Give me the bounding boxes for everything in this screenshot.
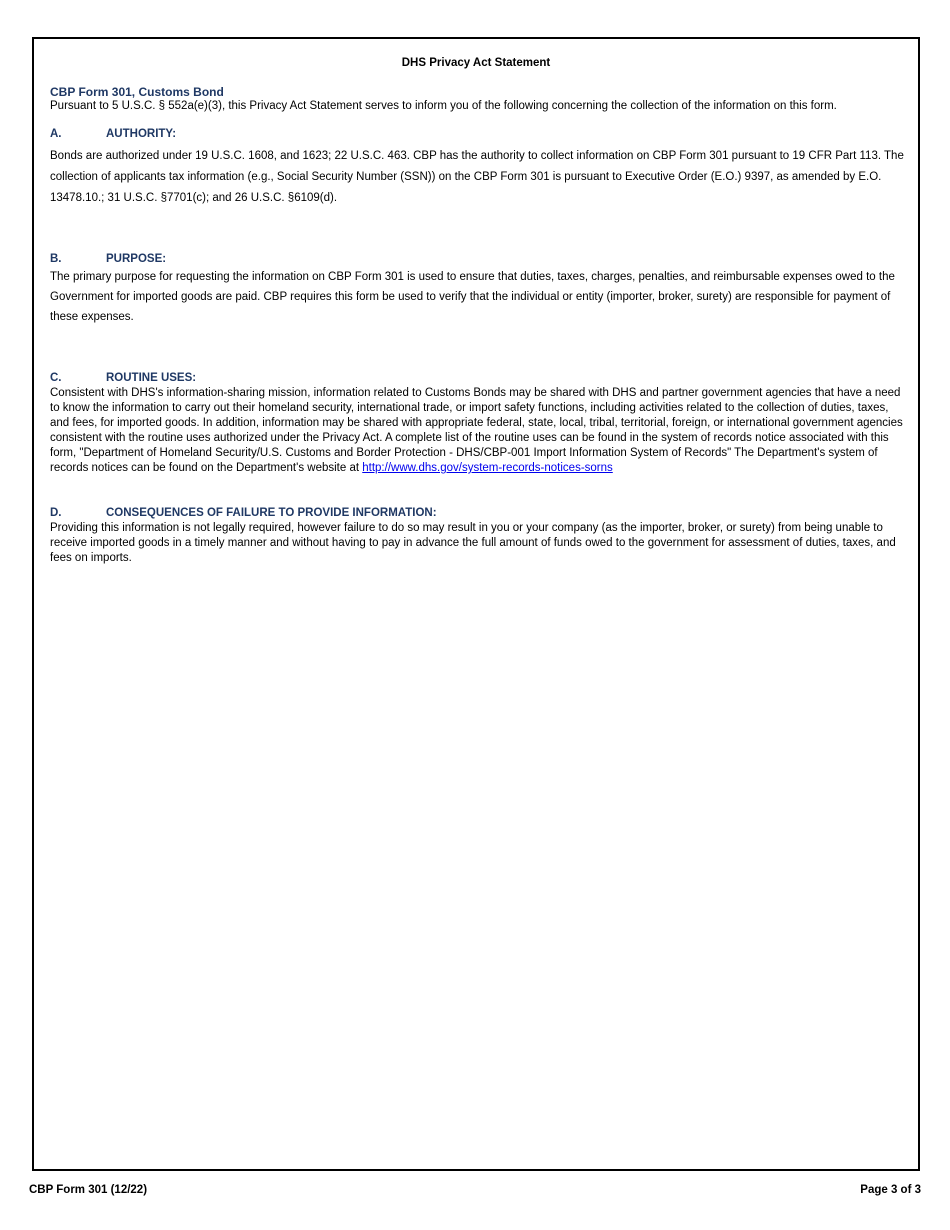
section-consequences-body: Providing this information is not legally required, however failure to do so may result in you or your company (as the importer, broker, or surety) from being unable to receive imported goods in a timely manner and without having to pay in advance the full amount of funds owed to the government for assessment of duties, taxes, and fees on imports. [50, 522, 896, 564]
section-routine-uses-body [50, 386, 906, 476]
routine-uses-text: Consistent with DHS's information-sharing mission, information related to Customs Bonds may be shared with DHS and partner government agencies that have a need to know the information to carry out their homeland security, international trade, or import safety functions, including activities related to the collection of duties, taxes, and fees, for imported goods. In addition, information may be shared with appropriate federal, state, local, tribal, territorial, foreign, or international government agencies consistent with the routine uses authorized under the Privacy Act. A complete list of the routine uses can be found in the system of records notice associated with this form, "Department of Homeland Security/U.S. Customs and Border Protection - DHS/CBP-001 Import Information System of Records" The Department's system of records notices can be found on the Department's website at [50, 387, 903, 474]
section-routine-uses-heading [50, 371, 906, 386]
section-title: AUTHORITY: [106, 128, 177, 140]
section-purpose-body: The primary purpose for requesting the information on CBP Form 301 is used to ensure that duties, taxes, charges, penalties, and reimbursable expenses owed to the Government for imported goods are paid. CBP requires this form be used to verify that the individual or entity (importer, broker, surety) are responsible for payment of these expenses. [50, 271, 895, 323]
footer-form-id: CBP Form 301 (12/22) [29, 1184, 148, 1196]
intro-paragraph: Pursuant to 5 U.S.C. § 552a(e)(3), this Privacy Act Statement serves to inform you of the following concerning the collection of the information on this form. [50, 100, 837, 112]
section-authority-body: Bonds are authorized under 19 U.S.C. 1608, and 1623; 22 U.S.C. 463. CBP has the authority to collect information on CBP Form 301 pursuant to 19 CFR Part 113. The collection of applicants tax information (e.g., Social Security Number (SSN)) on the CBP Form 301 is pursuant to Executive Order (E.O.) 9397, as amended by E.O. 13478.10.; 31 U.S.C. §7701(c); and 26 U.S.C. §6109(d). [50, 150, 904, 204]
section-title: PURPOSE: [106, 253, 167, 265]
section-title: ROUTINE USES: [106, 372, 197, 384]
section-letter: A. [50, 128, 62, 140]
section-authority-heading [50, 127, 906, 142]
sorn-link[interactable]: http://www.dhs.gov/system-records-notices-sorns [362, 462, 613, 474]
document-body [50, 85, 906, 566]
section-purpose-heading [50, 252, 906, 267]
footer-page-number: Page 3 of 3 [860, 1184, 921, 1196]
section-letter: D. [50, 507, 62, 519]
section-consequences-heading [50, 506, 906, 521]
section-letter: B. [50, 253, 62, 265]
section-letter: C. [50, 372, 62, 384]
page-frame [32, 37, 920, 1171]
form-name: CBP Form 301, Customs Bond [50, 85, 224, 99]
document-title: DHS Privacy Act Statement [401, 57, 551, 69]
section-title: CONSEQUENCES OF FAILURE TO PROVIDE INFORMATION: [106, 507, 437, 519]
